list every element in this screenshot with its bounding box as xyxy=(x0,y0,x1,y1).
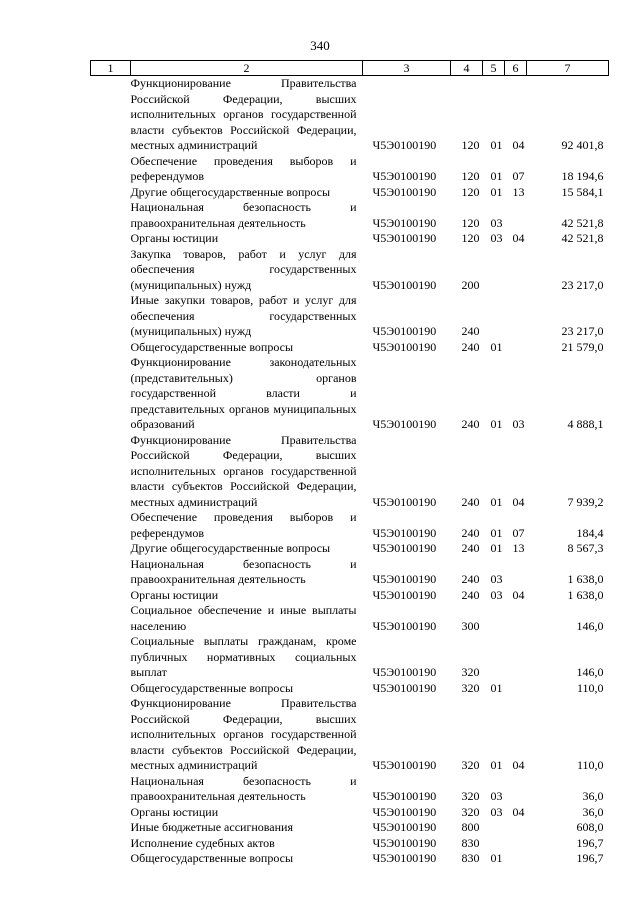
target-article-code: Ч5Э0100190 xyxy=(372,277,437,292)
expense-type-code: 830 xyxy=(461,835,480,850)
section-code: 03 xyxy=(490,231,503,245)
subsection-code xyxy=(505,557,527,588)
row-name: Социальные выплаты гражданам, кроме публичных нормативных социальных выплат xyxy=(130,634,357,679)
blank-cell xyxy=(91,820,131,836)
section-code: 01 xyxy=(490,138,503,152)
section-code xyxy=(483,603,505,634)
blank-cell xyxy=(91,185,131,201)
target-article-code: Ч5Э0100190 xyxy=(372,851,437,865)
row-name: Функционирование Правительства Российской Федерации, высших исполнительных органов государственной власти субъектов Российской Федерации, местных администраций xyxy=(130,432,357,509)
subsection-code: 13 xyxy=(512,184,525,199)
expense-type-code: 240 xyxy=(461,417,480,431)
amount: 110,0 xyxy=(576,758,604,772)
subsection-code xyxy=(505,634,527,681)
target-article-code: Ч5Э0100190 xyxy=(372,835,437,850)
target-article-code: Ч5Э0100190 xyxy=(372,184,437,199)
blank-cell xyxy=(91,603,131,634)
table-row xyxy=(91,200,609,231)
blank-cell xyxy=(91,541,131,557)
target-article-code: Ч5Э0100190 xyxy=(372,215,437,230)
target-article-code: Ч5Э0100190 xyxy=(372,339,437,354)
row-name: Закупка товаров, работ и услуг для обеспечения государственных (муниципальных) нужд xyxy=(130,246,357,292)
expense-type-code: 320 xyxy=(461,804,480,819)
table-row xyxy=(91,836,609,852)
section-code: 01 xyxy=(490,339,503,354)
amount: 18 194,6 xyxy=(561,169,604,183)
subsection-code xyxy=(505,293,527,340)
section-code xyxy=(483,820,505,836)
expense-type-code: 120 xyxy=(461,169,480,183)
target-article-code: Ч5Э0100190 xyxy=(372,758,437,772)
expense-type-code: 240 xyxy=(461,572,480,586)
blank-cell xyxy=(91,851,131,867)
subsection-code: 07 xyxy=(512,169,525,183)
table-row xyxy=(91,231,609,247)
target-article-code: Ч5Э0100190 xyxy=(372,572,437,586)
column-number: 1 xyxy=(91,61,131,76)
expense-type-code: 830 xyxy=(461,851,480,865)
section-code: 01 xyxy=(490,494,503,509)
target-article-code: Ч5Э0100190 xyxy=(372,231,437,245)
section-code xyxy=(483,836,505,852)
amount: 110,0 xyxy=(576,680,604,695)
row-name: Органы юстиции xyxy=(130,231,219,245)
blank-cell xyxy=(91,805,131,821)
target-article-code: Ч5Э0100190 xyxy=(372,525,437,540)
target-article-code: Ч5Э0100190 xyxy=(372,587,437,602)
target-article-code: Ч5Э0100190 xyxy=(372,494,437,509)
blank-cell xyxy=(91,433,131,511)
blank-cell xyxy=(91,681,131,697)
blank-cell xyxy=(91,231,131,247)
row-name: Другие общегосударственные вопросы xyxy=(130,184,331,199)
amount: 23 217,0 xyxy=(561,277,604,292)
table-row xyxy=(91,293,609,340)
column-number: 5 xyxy=(483,61,505,76)
target-article-code: Ч5Э0100190 xyxy=(372,804,437,819)
amount: 608,0 xyxy=(576,820,604,834)
expense-type-code: 120 xyxy=(461,215,480,230)
subsection-code: 04 xyxy=(512,138,525,152)
page-number: 340 xyxy=(310,38,330,53)
table-row xyxy=(91,805,609,821)
row-name: Иные бюджетные ассигнования xyxy=(130,820,293,834)
row-name: Обеспечение проведения выборов и референдумов xyxy=(130,153,357,183)
table-row xyxy=(91,76,609,154)
amount: 196,7 xyxy=(576,851,604,865)
expense-type-code: 240 xyxy=(461,494,480,509)
expense-type-code: 120 xyxy=(461,184,480,199)
blank-cell xyxy=(91,510,131,541)
blank-cell xyxy=(91,340,131,356)
target-article-code: Ч5Э0100190 xyxy=(372,665,437,679)
section-code: 03 xyxy=(490,215,503,230)
row-name: Органы юстиции xyxy=(130,587,219,602)
expense-type-code: 320 xyxy=(461,665,480,679)
row-name: Общегосударственные вопросы xyxy=(130,680,294,695)
column-number: 6 xyxy=(505,61,527,76)
table-row xyxy=(91,541,609,557)
row-name: Национальная безопасность и правоохранительная деятельность xyxy=(130,556,357,586)
subsection-code: 13 xyxy=(512,541,525,555)
table-body xyxy=(91,76,609,867)
blank-cell xyxy=(91,774,131,805)
blank-cell xyxy=(91,588,131,604)
section-code: 01 xyxy=(490,417,503,431)
row-name: Исполнение судебных актов xyxy=(130,835,275,850)
table-row xyxy=(91,774,609,805)
subsection-code: 03 xyxy=(512,417,525,431)
section-code: 01 xyxy=(490,169,503,183)
target-article-code: Ч5Э0100190 xyxy=(372,138,437,152)
blank-cell xyxy=(91,293,131,340)
amount: 8 567,3 xyxy=(567,541,604,555)
section-code xyxy=(483,293,505,340)
subsection-code xyxy=(505,247,527,294)
blank-cell xyxy=(91,696,131,774)
blank-cell xyxy=(91,836,131,852)
row-name: Функционирование Правительства Российской Федерации, высших исполнительных органов государственной власти субъектов Российской Федерации, местных администраций xyxy=(130,696,357,772)
amount: 4 888,1 xyxy=(567,417,604,431)
table-row xyxy=(91,634,609,681)
target-article-code: Ч5Э0100190 xyxy=(372,789,437,803)
row-name: Национальная безопасность и правоохранительная деятельность xyxy=(130,200,357,230)
expense-type-code: 200 xyxy=(461,277,480,292)
subsection-code xyxy=(505,774,527,805)
amount: 184,4 xyxy=(576,525,604,540)
subsection-code: 04 xyxy=(512,804,525,819)
amount: 36,0 xyxy=(582,789,604,803)
expense-type-code: 240 xyxy=(461,324,480,338)
section-code: 03 xyxy=(490,587,503,602)
subsection-code: 04 xyxy=(512,494,525,509)
table-row xyxy=(91,696,609,774)
target-article-code: Ч5Э0100190 xyxy=(372,417,437,431)
target-article-code: Ч5Э0100190 xyxy=(372,541,437,555)
expense-type-code: 240 xyxy=(461,587,480,602)
table-row xyxy=(91,851,609,867)
expense-type-code: 240 xyxy=(461,525,480,540)
section-code: 01 xyxy=(490,758,503,772)
blank-cell xyxy=(91,247,131,294)
amount: 196,7 xyxy=(576,835,604,850)
section-code: 01 xyxy=(490,184,503,199)
amount: 92 401,8 xyxy=(561,138,604,152)
column-number: 7 xyxy=(527,61,609,76)
table-row xyxy=(91,681,609,697)
section-code xyxy=(483,247,505,294)
table-row xyxy=(91,557,609,588)
subsection-code: 07 xyxy=(512,525,525,540)
blank-cell xyxy=(91,355,131,433)
expense-type-code: 320 xyxy=(461,789,480,803)
amount: 7 939,2 xyxy=(567,494,604,509)
subsection-code: 04 xyxy=(512,587,525,602)
expense-type-code: 320 xyxy=(461,758,480,772)
subsection-code xyxy=(505,820,527,836)
target-article-code: Ч5Э0100190 xyxy=(372,169,437,183)
section-code: 01 xyxy=(490,525,503,540)
section-code xyxy=(483,634,505,681)
amount: 1 638,0 xyxy=(567,587,604,602)
column-number: 2 xyxy=(131,61,363,76)
table-row xyxy=(91,588,609,604)
row-name: Общегосударственные вопросы xyxy=(130,851,294,865)
section-code: 03 xyxy=(490,804,503,819)
amount: 146,0 xyxy=(576,665,604,679)
expense-type-code: 800 xyxy=(461,820,480,834)
budget-table xyxy=(90,60,609,867)
amount: 36,0 xyxy=(582,804,604,819)
target-article-code: Ч5Э0100190 xyxy=(372,680,437,695)
blank-cell xyxy=(91,557,131,588)
row-name: Функционирование Правительства Российской Федерации, высших исполнительных органов государственной власти субъектов Российской Федерации, местных администраций xyxy=(130,76,357,152)
section-code: 01 xyxy=(490,851,503,865)
amount: 42 521,8 xyxy=(561,215,604,230)
subsection-code: 04 xyxy=(512,758,525,772)
target-article-code: Ч5Э0100190 xyxy=(372,618,437,633)
subsection-code xyxy=(505,836,527,852)
table-row xyxy=(91,154,609,185)
expense-type-code: 120 xyxy=(461,231,480,245)
table-row xyxy=(91,247,609,294)
subsection-code xyxy=(505,603,527,634)
table-row xyxy=(91,355,609,433)
amount: 23 217,0 xyxy=(561,324,604,338)
expense-type-code: 120 xyxy=(461,138,480,152)
blank-cell xyxy=(91,154,131,185)
column-numbers-row xyxy=(91,61,609,76)
blank-cell xyxy=(91,76,131,154)
section-code: 03 xyxy=(490,789,503,803)
column-number: 3 xyxy=(363,61,451,76)
row-name: Обеспечение проведения выборов и референдумов xyxy=(130,510,357,540)
table-row xyxy=(91,820,609,836)
table-row xyxy=(91,433,609,511)
row-name: Общегосударственные вопросы xyxy=(130,339,294,354)
amount: 21 579,0 xyxy=(561,339,604,354)
target-article-code: Ч5Э0100190 xyxy=(372,820,437,834)
row-name: Функционирование законодательных (представительных) органов государственной власти и представительных органов муниципальных образований xyxy=(130,355,357,431)
amount: 146,0 xyxy=(576,618,604,633)
row-name: Социальное обеспечение и иные выплаты населению xyxy=(130,603,357,633)
expense-type-code: 300 xyxy=(461,618,480,633)
row-name: Национальная безопасность и правоохранительная деятельность xyxy=(130,773,357,803)
subsection-code: 04 xyxy=(512,231,525,245)
table-row xyxy=(91,510,609,541)
table-row xyxy=(91,603,609,634)
amount: 1 638,0 xyxy=(567,572,604,586)
column-number: 4 xyxy=(451,61,483,76)
row-name: Органы юстиции xyxy=(130,804,219,819)
section-code: 03 xyxy=(490,572,503,586)
table-row xyxy=(91,185,609,201)
subsection-code xyxy=(505,200,527,231)
expense-type-code: 320 xyxy=(461,680,480,695)
expense-type-code: 240 xyxy=(461,541,480,555)
row-name: Другие общегосударственные вопросы xyxy=(130,541,331,555)
table-row xyxy=(91,340,609,356)
subsection-code xyxy=(505,851,527,867)
blank-cell xyxy=(91,634,131,681)
expense-type-code: 240 xyxy=(461,339,480,354)
amount: 42 521,8 xyxy=(561,231,604,245)
blank-cell xyxy=(91,200,131,231)
subsection-code xyxy=(505,340,527,356)
row-name: Иные закупки товаров, работ и услуг для обеспечения государственных (муниципальных) нужд xyxy=(130,293,357,338)
amount: 15 584,1 xyxy=(561,184,604,199)
section-code: 01 xyxy=(490,680,503,695)
target-article-code: Ч5Э0100190 xyxy=(372,324,437,338)
section-code: 01 xyxy=(490,541,503,555)
subsection-code xyxy=(505,681,527,697)
